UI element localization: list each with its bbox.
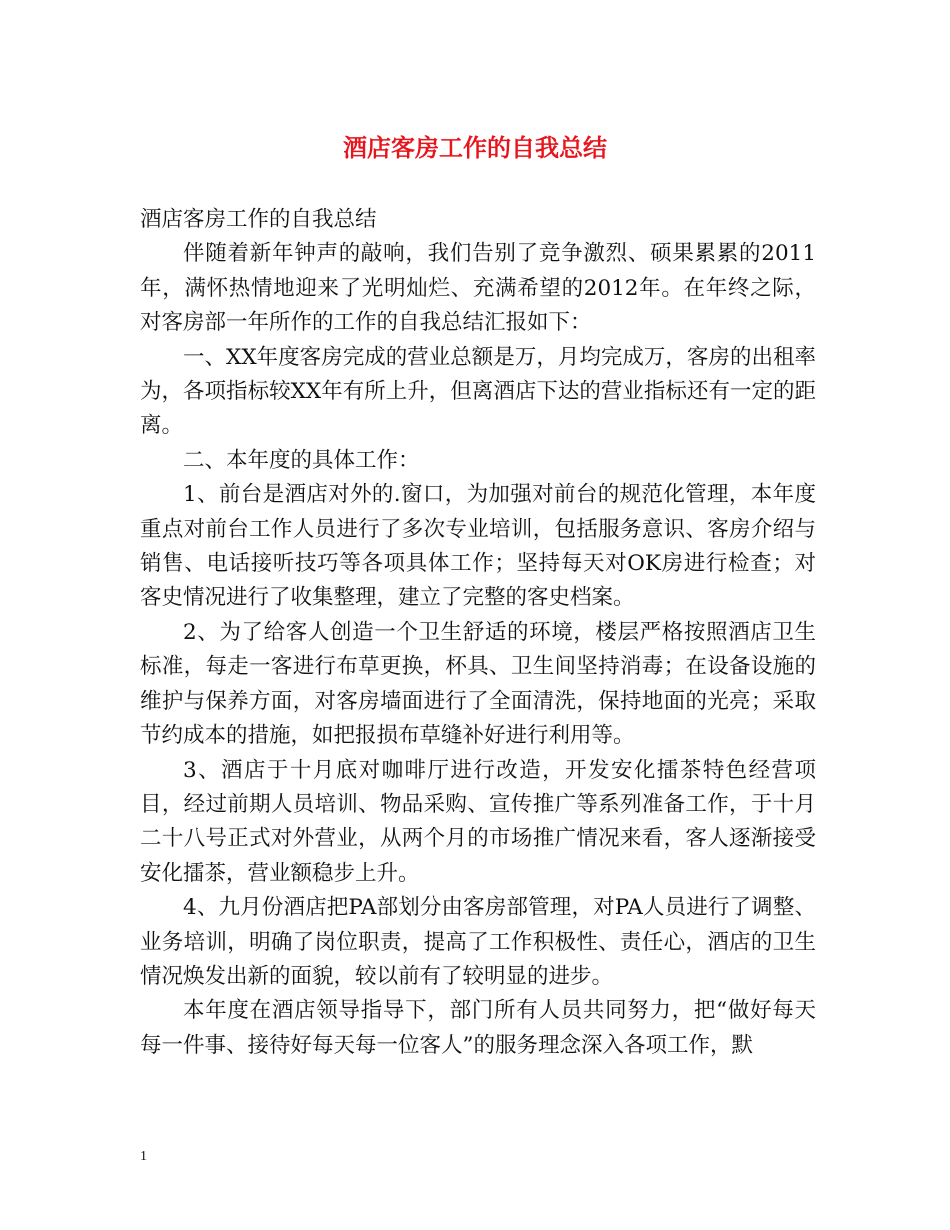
paragraph-intro: 伴随着新年钟声的敲响，我们告别了竞争激烈、硕果累累的2011年，满怀热情地迎来了光明灿烂、充满希望的2012年。在年终之际，对客房部一年所作的工作的自我总结汇报如下： xyxy=(140,241,816,336)
paragraph-item-4: 4、九月份酒店把PA部划分由客房部管理，对PA人员进行了调整、业务培训，明确了岗位职责，提高了工作积极性、责任心，酒店的卫生情况焕发出新的面貌，较以前有了较明显的进步。 xyxy=(140,895,816,989)
paragraph-item-1: 1、前台是酒店对外的.窗口，为加强对前台的规范化管理，本年度重点对前台工作人员进行了多次专业培训，包括服务意识、客房介绍与销售、电话接听技巧等各项具体工作；坚持每天对OK房进行检查；对客史情况进行了收集整理，建立了完整的客史档案。 xyxy=(140,482,816,611)
paragraph-section-one: 一、XX年度客房完成的营业总额是万，月均完成万，客房的出租率为，各项指标较XX年有所上升，但离酒店下达的营业指标还有一定的距离。 xyxy=(140,344,816,439)
paragraph-conclusion: 本年度在酒店领导指导下，部门所有人员共同努力，把“做好每天每一件事、接待好每天每一位客人”的服务理念深入各项工作，默 xyxy=(140,998,816,1058)
document-title: 酒店客房工作的自我总结 xyxy=(343,133,607,162)
paragraph-item-2: 2、为了给客人创造一个卫生舒适的环境，楼层严格按照酒店卫生标准，每走一客进行布草更换，杯具、卫生间坚持消毒；在设备设施的维护与保养方面，对客房墙面进行了全面清洗，保持地面的光亮；采取节约成本的措施，如把报损布草缝补好进行利用等。 xyxy=(140,619,816,749)
body-heading: 酒店客房工作的自我总结 xyxy=(140,207,377,232)
paragraph-section-two-heading: 二、本年度的具体工作： xyxy=(183,447,420,473)
page-number: 1 xyxy=(140,1149,147,1164)
paragraph-item-3: 3、酒店于十月底对咖啡厅进行改造，开发安化擂茶特色经营项目，经过前期人员培训、物品采购、宣传推广等系列准备工作，于十月二十八号正式对外营业，从两个月的市场推广情况来看，客人逐渐接受安化擂茶，营业额稳步上升。 xyxy=(140,757,816,886)
document-body xyxy=(140,203,816,1063)
